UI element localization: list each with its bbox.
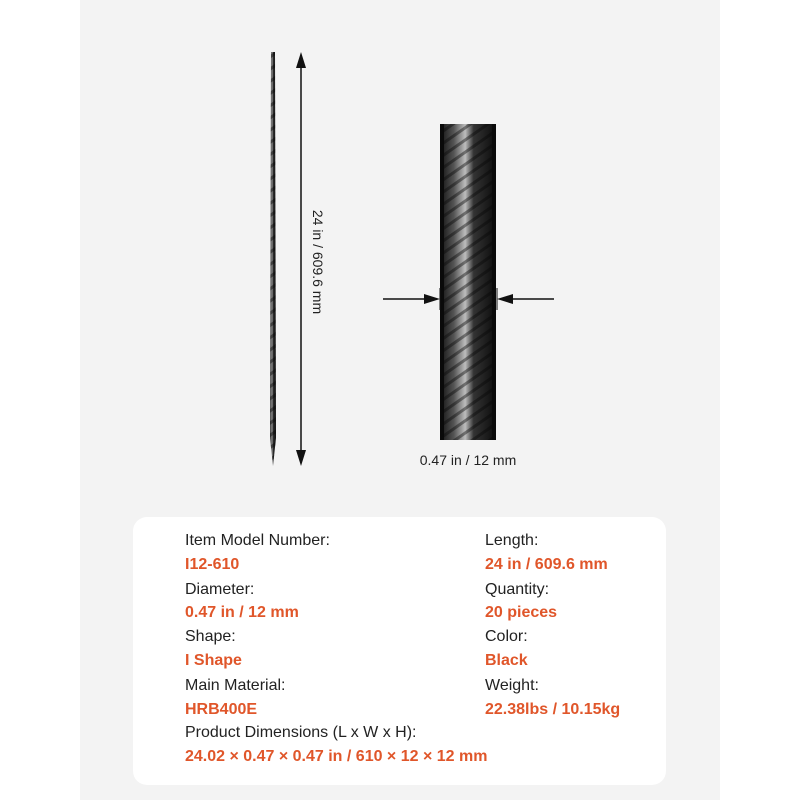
rebar-closeup: [440, 124, 496, 440]
quantity-value: 20 pieces: [485, 604, 558, 621]
color-label: Color:: [485, 628, 528, 645]
color-value: Black: [485, 652, 528, 669]
model-number-value: I12-610: [185, 556, 240, 573]
product-dimensions-value: 24.02 × 0.47 × 0.47 in / 610 × 12 × 12 mm: [185, 748, 488, 765]
weight-label: Weight:: [485, 677, 539, 694]
diameter-dimension-label: 0.47 in / 12 mm: [419, 452, 517, 468]
product-dimensions-label: Product Dimensions (L x W x H):: [185, 724, 417, 741]
shape-label: Shape:: [185, 628, 236, 645]
material-label: Main Material:: [185, 677, 286, 694]
rebar-stake-full: [270, 52, 276, 466]
quantity-label: Quantity:: [485, 581, 550, 598]
length-dimension-arrow: [296, 52, 306, 466]
material-value: HRB400E: [185, 701, 258, 718]
length-value: 24 in / 609.6 mm: [485, 556, 608, 573]
length-dimension-label: 24 in / 609.6 mm: [310, 209, 326, 315]
diameter-value: 0.47 in / 12 mm: [185, 604, 299, 621]
model-number-label: Item Model Number:: [185, 532, 330, 549]
length-label: Length:: [485, 532, 539, 549]
shape-value: I Shape: [185, 652, 242, 669]
diameter-label: Diameter:: [185, 581, 255, 598]
weight-value: 22.38lbs / 10.15kg: [485, 701, 621, 718]
